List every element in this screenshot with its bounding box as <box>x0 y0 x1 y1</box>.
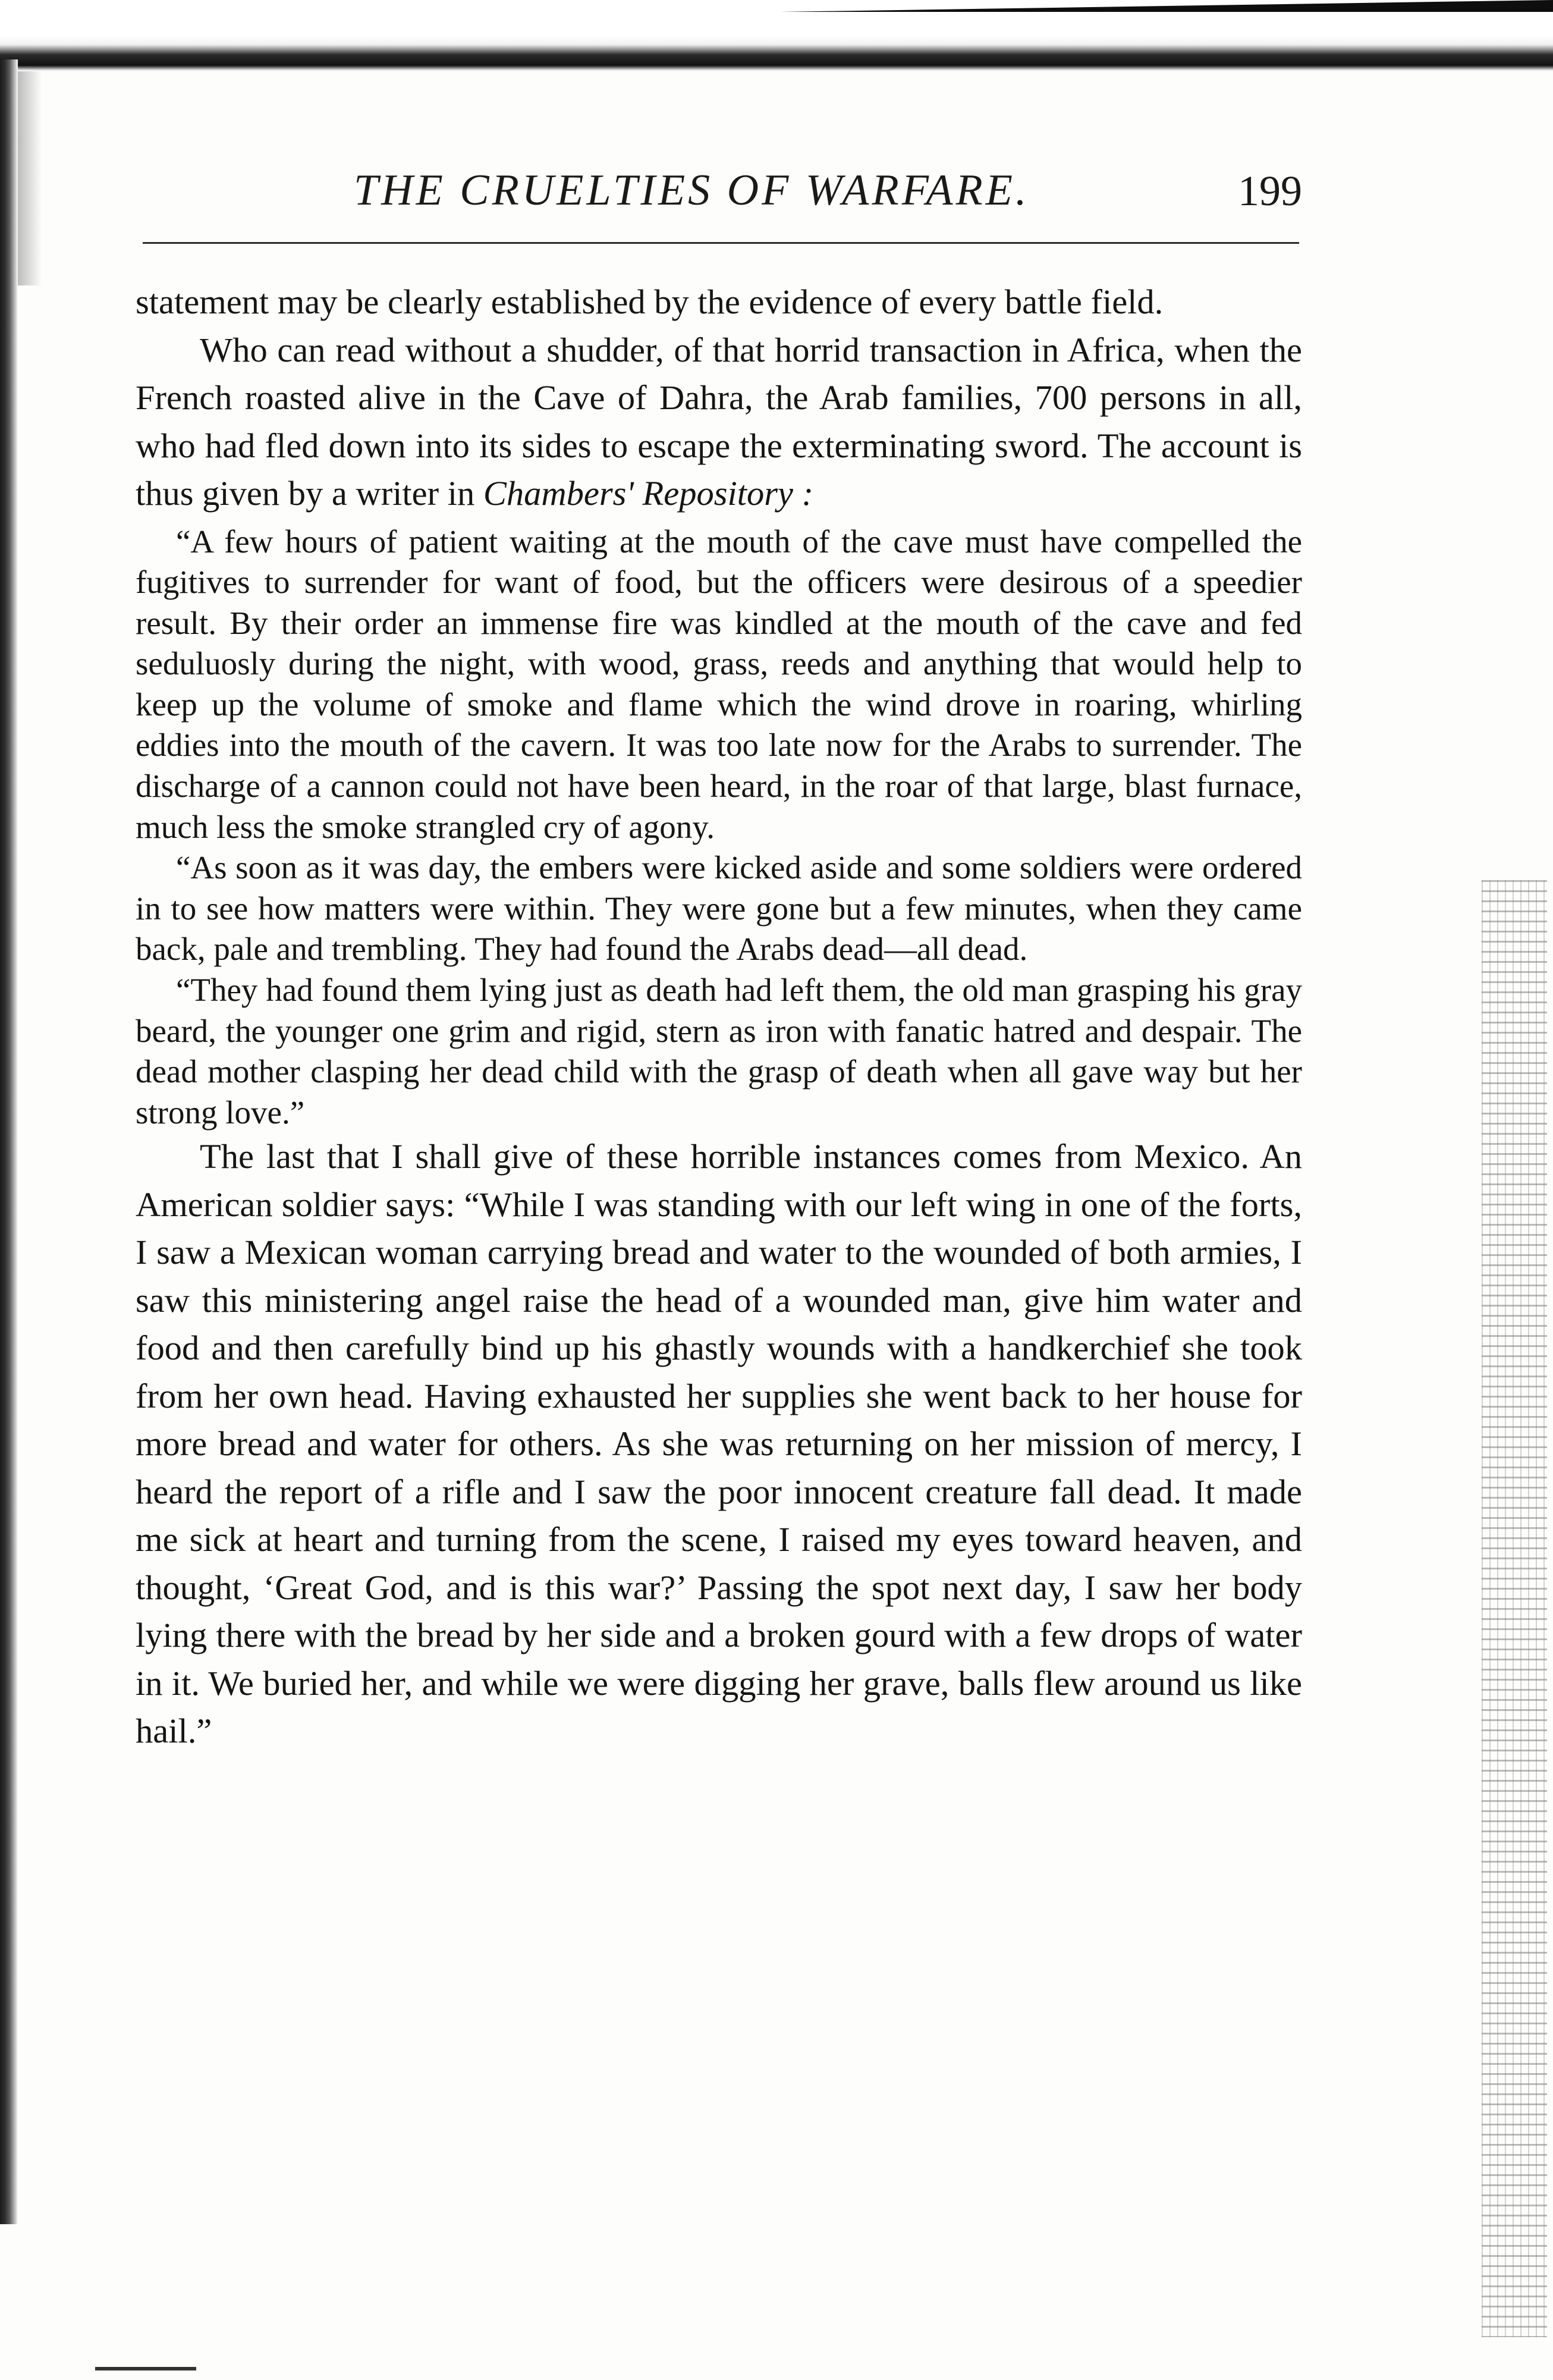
paragraph-continued: statement may be clearly established by the evidence of every battle field. <box>136 282 1164 321</box>
page-number: 199 <box>1238 167 1302 215</box>
scan-binding-edge <box>0 59 18 2224</box>
paragraph-cave-of-dahra <box>136 326 1302 518</box>
paragraph-text: Who can read without a shudder, of that horrid transaction in Africa, when the French roasted alive in the Cave of Dahra, the Arab families, 700 persons in all, who had fled down into its sides to escape the exterminating sword. The account is thus given by a writer in <box>136 330 1302 513</box>
quote-paragraph-embers: “As soon as it was day, the embers were kicked aside and some soldiers were ordered in to see how matters were within. They were gone but a few minutes, when they came back, pale and trembling. They had found the Arabs dead—all dead. <box>136 849 1302 968</box>
quote-paragraph-fire: “A few hours of patient waiting at the mouth of the cave must have compelled the fugitives to surrender for want of food, but the officers were desirous of a speedier result. By their order an immense fire was kindled at the mouth of the cave and fed seduluosly during the night, with wood, grass, reeds and anything that would help to keep up the volume of smoke and flame which the wind drove in roaring, whirling eddies into the mouth of the cavern. It was too late now for the Arabs to surrender. The discharge of a cannon could not have been heard, in the roar of that large, blast furnace, much less the smoke strangled cry of agony. <box>136 523 1302 845</box>
running-head <box>143 159 1302 225</box>
scan-bottom-mark <box>95 2367 196 2370</box>
scan-right-edge-noise <box>1482 880 1547 2337</box>
running-title: THE CRUELTIES OF WARFARE. <box>354 166 1030 215</box>
header-rule <box>143 242 1299 244</box>
quote-paragraph-bodies: “They had found them lying just as death had left them, the old man grasping his gray beard, the younger one grim and rigid, stern as iron with fanatic hatred and despair. The dead mother clasping her dead child with the grasp of death when all gave way but her strong love.” <box>136 972 1302 1131</box>
page-body <box>136 278 1302 1764</box>
scan-binding-shadow <box>18 71 42 285</box>
publication-title: Chambers' Repository : <box>483 474 814 513</box>
paragraph-mexico: The last that I shall give of these horrible instances comes from Mexico. An American soldier says: “While I was standing with our left wing in one of the forts, I saw a Mexican woman carrying bread and water to the wounded of both armies, I saw this ministering angel raise the head of a wounded man, give him water and food and then carefully bind up his ghastly wounds with a handkerchief she took from her own head. Having exhausted her supplies she went back to her house for more bread and water for others. As she was returning on her mission of mercy, I heard the report of a rifle and I saw the poor innocent creature fall dead. It made me sick at heart and turning from the scene, I raised my eyes toward heaven, and thought, ‘Great God, and is this war?’ Passing the spot next day, I saw her body lying there with the bread by her side and a broken gourd with a few drops of water in it. We buried her, and while we were digging her grave, balls flew around us like hail.” <box>136 1137 1302 1751</box>
